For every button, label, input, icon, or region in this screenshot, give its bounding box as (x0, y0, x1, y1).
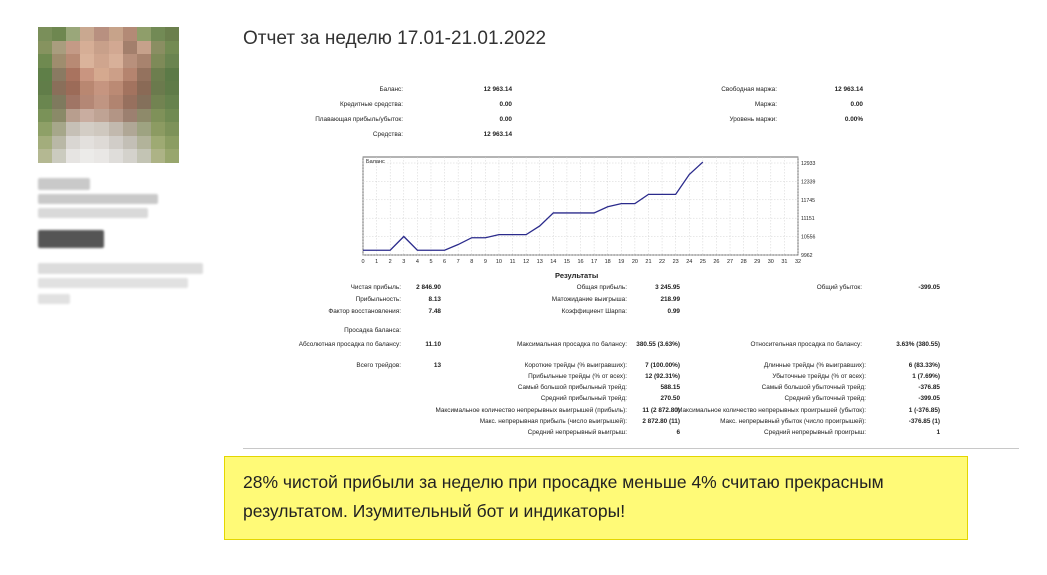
credit-label: Кредитные средства: (339, 101, 403, 108)
floating-label: Плавающая прибыль/убыток: (315, 116, 403, 123)
avatar-pixel (137, 109, 151, 123)
avatar-pixel (137, 68, 151, 82)
equity-value: 12 963.14 (483, 131, 512, 138)
avg-cons-wins-value: 6 (676, 429, 680, 436)
balance-value: 12 963.14 (483, 86, 512, 93)
comment-highlight (224, 456, 968, 540)
max-cons-losses-label: Максимальное количество непрерывных проигрышей (убыток): (677, 407, 866, 414)
abs-drawdown-label: Абсолютная просадка по балансу: (298, 341, 401, 348)
gross-profit-value: 3 245.95 (655, 284, 680, 291)
max-drawdown-value: 380.55 (3.63%) (636, 341, 680, 348)
avatar-pixel (38, 149, 52, 163)
avatar-pixel (52, 136, 66, 150)
chart-x-tick: 25 (699, 259, 706, 265)
chart-x-tick: 30 (767, 259, 774, 265)
free-margin-label: Свободная маржа: (721, 86, 777, 93)
chart-x-tick: 0 (361, 259, 365, 265)
chart-y-tick: 10556 (801, 234, 816, 241)
avatar-pixel (137, 54, 151, 68)
chart-x-tick: 27 (726, 259, 734, 265)
avatar-pixel (52, 27, 66, 41)
author-name-blurred (38, 178, 90, 190)
net-profit-label: Чистая прибыль: (350, 284, 401, 291)
avatar-pixel (151, 27, 165, 41)
avg-profit-value: 270.50 (660, 395, 680, 402)
avatar-pixel (80, 109, 94, 123)
chart-x-tick: 8 (470, 259, 474, 265)
author-badge-blurred (38, 230, 104, 248)
avatar-pixel (109, 149, 123, 163)
author-stats-blurred-3 (38, 294, 70, 304)
avatar-pixel (66, 68, 80, 82)
avatar-pixel (94, 54, 108, 68)
margin-level-value: 0.00% (844, 116, 863, 123)
avatar-pixel (80, 54, 94, 68)
loss-trades-label: Убыточные трейды (% от всех): (772, 373, 866, 380)
avatar-pixel (80, 81, 94, 95)
author-avatar[interactable] (38, 27, 179, 163)
gross-loss-label: Общий убыток: (816, 284, 862, 291)
avatar-pixel (123, 109, 137, 123)
avatar-pixel (123, 68, 137, 82)
avatar-pixel (165, 95, 179, 109)
avatar-pixel (66, 136, 80, 150)
chart-x-tick: 16 (577, 259, 584, 265)
author-meta-blurred (38, 208, 148, 218)
avg-cons-wins-label: Средний непрерывный выигрыш: (527, 429, 627, 436)
expected-payoff-label: Матожидание выигрыша: (551, 296, 627, 303)
avatar-pixel (66, 109, 80, 123)
chart-y-tick: 9962 (801, 253, 813, 259)
avatar-pixel (165, 27, 179, 41)
avatar-pixel (137, 122, 151, 136)
avatar-pixel (66, 27, 80, 41)
avatar-pixel (94, 136, 108, 150)
chart-x-tick: 24 (686, 259, 693, 265)
avatar-pixel (165, 54, 179, 68)
chart-x-tick: 10 (495, 259, 502, 265)
author-stats-blurred-2 (38, 278, 188, 288)
avatar-pixel (66, 54, 80, 68)
chart-x-tick: 12 (523, 259, 530, 265)
avatar-pixel (165, 68, 179, 82)
chart-x-tick: 4 (415, 259, 419, 265)
largest-loss-value: -376.85 (918, 384, 940, 391)
avatar-pixel (80, 149, 94, 163)
avatar-pixel (151, 68, 165, 82)
avatar-pixel (123, 81, 137, 95)
chart-x-tick: 18 (604, 259, 611, 265)
margin-value: 0.00 (850, 101, 863, 108)
avatar-pixel (66, 149, 80, 163)
avatar-pixel (151, 41, 165, 55)
comment-text: 28% чистой прибыли за неделю при просадке меньше 4% считаю прекрасным результатом. Изумительный бот и индикаторы! (243, 472, 884, 521)
loss-trades-value: 1 (7.69%) (912, 373, 940, 380)
chart-x-tick: 15 (563, 259, 570, 265)
avatar-pixel (137, 41, 151, 55)
avatar-pixel (109, 27, 123, 41)
total-trades-value: 13 (433, 362, 441, 369)
avatar-pixel (137, 136, 151, 150)
avatar-pixel (165, 109, 179, 123)
avatar-pixel (38, 136, 52, 150)
margin-label: Маржа: (754, 101, 777, 108)
max-cons-loss-label: Макс. непрерывный убыток (число проигрышей): (720, 418, 866, 425)
avatar-pixel (52, 41, 66, 55)
avatar-pixel (123, 122, 137, 136)
avatar-pixel (109, 136, 123, 150)
long-trades-label: Длинные трейды (% выигравших): (763, 362, 866, 369)
net-profit-value: 2 846.90 (416, 284, 441, 291)
chart-x-tick: 11 (509, 259, 516, 265)
profit-trades-label: Прибыльные трейды (% от всех): (528, 373, 627, 380)
profit-factor-label: Прибыльность: (355, 296, 401, 303)
avatar-pixel (137, 27, 151, 41)
rel-drawdown-value: 3.63% (380.55) (896, 341, 940, 348)
balance-chart (361, 155, 816, 270)
max-cons-profit-label: Макс. непрерывная прибыль (число выигрышей): (479, 418, 627, 425)
avatar-pixel (38, 41, 52, 55)
short-trades-label: Короткие трейды (% выигравших): (524, 362, 627, 369)
chart-x-tick: 23 (672, 259, 679, 265)
avatar-pixel (123, 95, 137, 109)
post-title: Отчет за неделю 17.01-21.01.2022 (243, 28, 547, 49)
avatar-pixel (38, 95, 52, 109)
avatar-pixel (80, 136, 94, 150)
avatar-pixel (94, 41, 108, 55)
results-heading: Результаты (555, 271, 599, 280)
chart-x-tick: 26 (713, 259, 720, 265)
avatar-pixel (137, 95, 151, 109)
avatar-pixel (66, 81, 80, 95)
free-margin-value: 12 963.14 (834, 86, 863, 93)
avatar-pixel (66, 122, 80, 136)
avatar-pixel (109, 95, 123, 109)
avg-profit-label: Средний прибыльный трейд: (540, 395, 627, 402)
short-trades-value: 7 (100.00%) (645, 362, 680, 369)
avatar-pixel (151, 54, 165, 68)
floating-value: 0.00 (499, 116, 512, 123)
avatar-pixel (109, 68, 123, 82)
avatar-pixel (151, 109, 165, 123)
avatar-pixel (151, 81, 165, 95)
chart-x-tick: 22 (659, 259, 666, 265)
avatar-pixel (151, 136, 165, 150)
avatar-pixel (38, 109, 52, 123)
avg-loss-label: Средний убыточный трейд: (784, 395, 866, 402)
long-trades-value: 6 (83.33%) (908, 362, 940, 369)
avatar-pixel (38, 54, 52, 68)
sharpe-value: 0.99 (667, 308, 680, 315)
avatar-pixel (94, 95, 108, 109)
largest-loss-label: Самый большой убыточный трейд: (761, 384, 866, 391)
avatar-pixel (109, 122, 123, 136)
profit-trades-value: 12 (92.31%) (645, 373, 680, 380)
avatar-pixel (109, 109, 123, 123)
avatar-pixel (165, 81, 179, 95)
avatar-pixel (165, 149, 179, 163)
avatar-pixel (52, 109, 66, 123)
margin-level-label: Уровень маржи: (729, 116, 777, 123)
chart-x-tick: 1 (375, 259, 379, 265)
avatar-pixel (94, 109, 108, 123)
avatar-pixel (66, 41, 80, 55)
avatar-pixel (52, 95, 66, 109)
max-cons-loss-value: -376.85 (1) (908, 418, 940, 425)
chart-title: Баланс (366, 159, 385, 165)
avatar-pixel (94, 27, 108, 41)
avatar-pixel (52, 54, 66, 68)
equity-label: Средства: (372, 131, 403, 138)
expected-payoff-value: 218.99 (660, 296, 680, 303)
avg-cons-losses-value: 1 (936, 429, 940, 436)
chart-x-tick: 19 (618, 259, 625, 265)
avatar-pixel (151, 122, 165, 136)
avatar-pixel (109, 41, 123, 55)
balance-drawdown-label: Просадка баланса: (344, 327, 401, 334)
avatar-pixel (80, 68, 94, 82)
chart-x-tick: 32 (794, 259, 802, 265)
chart-y-tick: 12933 (801, 161, 816, 167)
chart-x-tick: 21 (645, 259, 652, 265)
avatar-pixel (80, 27, 94, 41)
avatar-pixel (80, 41, 94, 55)
sharpe-label: Коэффициент Шарпа: (561, 308, 627, 315)
author-name-blurred-2 (38, 194, 158, 204)
avatar-pixel (109, 54, 123, 68)
total-trades-label: Всего трейдов: (356, 362, 401, 369)
avatar-pixel (151, 95, 165, 109)
avatar-pixel (123, 136, 137, 150)
recovery-factor-value: 7.48 (428, 308, 441, 315)
avatar-pixel (137, 81, 151, 95)
avatar-pixel (123, 41, 137, 55)
profit-factor-value: 8.13 (428, 296, 441, 303)
balance-label: Баланс: (379, 86, 403, 93)
max-drawdown-label: Максимальная просадка по балансу: (516, 341, 627, 348)
gross-loss-value: -399.05 (918, 284, 940, 291)
chart-x-tick: 6 (443, 259, 447, 265)
avg-loss-value: -399.05 (918, 395, 940, 402)
avatar-pixel (52, 68, 66, 82)
avatar-pixel (137, 149, 151, 163)
rel-drawdown-label: Относительная просадка по балансу: (750, 341, 862, 348)
avatar-pixel (165, 41, 179, 55)
avg-cons-losses-label: Средний непрерывный проигрыш: (764, 429, 866, 436)
avatar-pixel (80, 122, 94, 136)
avatar-pixel (52, 122, 66, 136)
credit-value: 0.00 (499, 101, 512, 108)
avatar-pixel (38, 27, 52, 41)
chart-x-tick: 3 (402, 259, 406, 265)
gross-profit-label: Общая прибыль: (576, 284, 627, 291)
avatar-pixel (52, 81, 66, 95)
avatar-pixel (123, 149, 137, 163)
avatar-pixel (94, 149, 108, 163)
abs-drawdown-value: 11.10 (425, 341, 441, 348)
chart-x-tick: 31 (781, 259, 788, 265)
chart-x-tick: 7 (456, 259, 460, 265)
avatar-pixel (165, 122, 179, 136)
chart-x-tick: 5 (429, 259, 433, 265)
avatar-pixel (123, 27, 137, 41)
chart-x-tick: 2 (388, 259, 392, 265)
chart-y-tick: 11151 (801, 216, 815, 223)
avatar-pixel (38, 81, 52, 95)
max-cons-wins-value: 11 (2 872.80) (642, 407, 680, 414)
chart-x-tick: 9 (483, 259, 487, 265)
avatar-pixel (165, 136, 179, 150)
avatar-pixel (94, 122, 108, 136)
chart-y-tick: 11745 (801, 197, 816, 204)
avatar-pixel (109, 81, 123, 95)
divider (243, 448, 1019, 449)
chart-x-tick: 13 (536, 259, 543, 265)
recovery-factor-label: Фактор восстановления: (328, 308, 401, 315)
avatar-pixel (94, 68, 108, 82)
largest-profit-label: Самый большой прибыльный трейд: (517, 384, 627, 391)
author-stats-blurred (38, 263, 203, 274)
avatar-pixel (38, 122, 52, 136)
max-cons-profit-value: 2 872.80 (11) (642, 418, 680, 425)
avatar-pixel (151, 149, 165, 163)
largest-profit-value: 588.15 (660, 384, 680, 391)
chart-x-tick: 28 (740, 259, 747, 265)
max-cons-wins-label: Максимальное количество непрерывных выигрышей (прибыль): (435, 407, 627, 414)
chart-x-tick: 29 (754, 259, 761, 265)
chart-x-tick: 17 (591, 259, 598, 265)
chart-x-tick: 20 (631, 259, 638, 265)
avatar-pixel (52, 149, 66, 163)
avatar-pixel (38, 68, 52, 82)
chart-y-tick: 12339 (801, 179, 816, 186)
avatar-pixel (123, 54, 137, 68)
avatar-pixel (80, 95, 94, 109)
avatar-pixel (94, 81, 108, 95)
avatar-pixel (66, 95, 80, 109)
max-cons-losses-value: 1 (-376.85) (908, 407, 940, 414)
chart-x-tick: 14 (550, 259, 557, 265)
